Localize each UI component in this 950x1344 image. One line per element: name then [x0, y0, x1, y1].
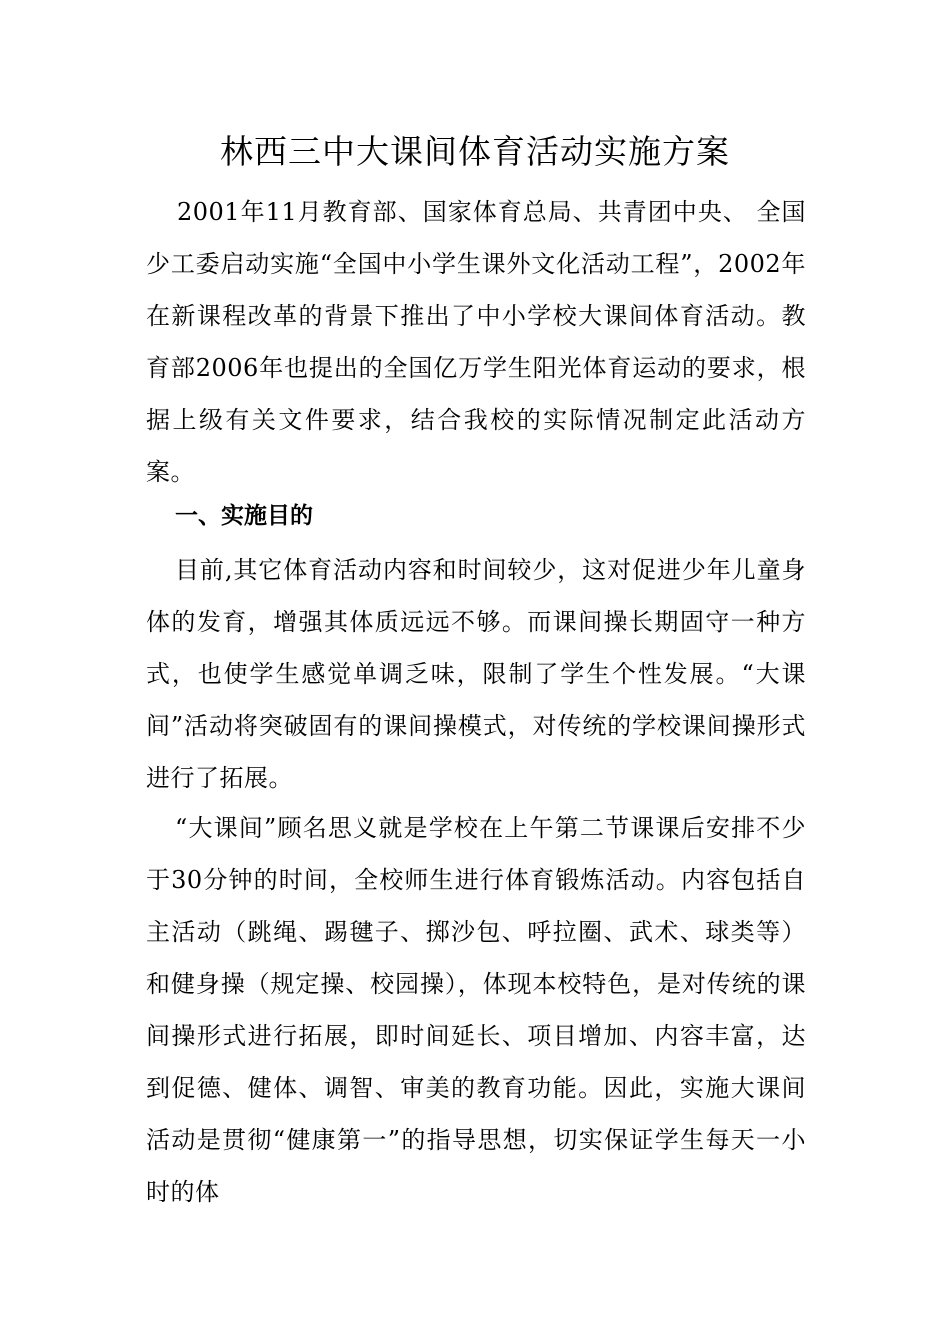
document-title: 林西三中大课间体育活动实施方案: [220, 132, 730, 171]
purpose-paragraph-1: 目前,其它体育活动内容和时间较少，这对促进少年儿童身体的发育，增强其体质远远不够。而课间操长期固守一种方式，也使学生感觉单调乏味，限制了学生个性发展。“大课间”活动将突破固有的课间操模式，对传统的学校课间操形式进行了拓展。: [146, 556, 806, 792]
section-heading-purpose: 一、实施目的: [175, 503, 313, 529]
intro-paragraph: 2001年11月教育部、国家体育总局、共青团中央、 全国少工委启动实施“全国中小学生课外文化活动工程”，2002年在新课程改革的背景下推出了中小学校大课间体育活动。教育部2006年也提出的全国亿万学生阳光体育运动的要求，根据上级有关文件要求，结合我校的实际情况制定此活动方案。: [146, 198, 806, 486]
purpose-paragraph-2: “大课间”顾名思义就是学校在上午第二节课课后安排不少于30分钟的时间，全校师生进行体育锻炼活动。内容包括自主活动（跳绳、踢毽子、掷沙包、呼拉圈、武术、球类等）和健身操（规定操、校园操），体现本校特色，是对传统的课间操形式进行拓展，即时间延长、项目增加、内容丰富，达到促德、健体、调智、审美的教育功能。因此，实施大课间活动是贯彻“健康第一”的指导思想，切实保证学生每天一小时的体: [146, 814, 806, 1206]
